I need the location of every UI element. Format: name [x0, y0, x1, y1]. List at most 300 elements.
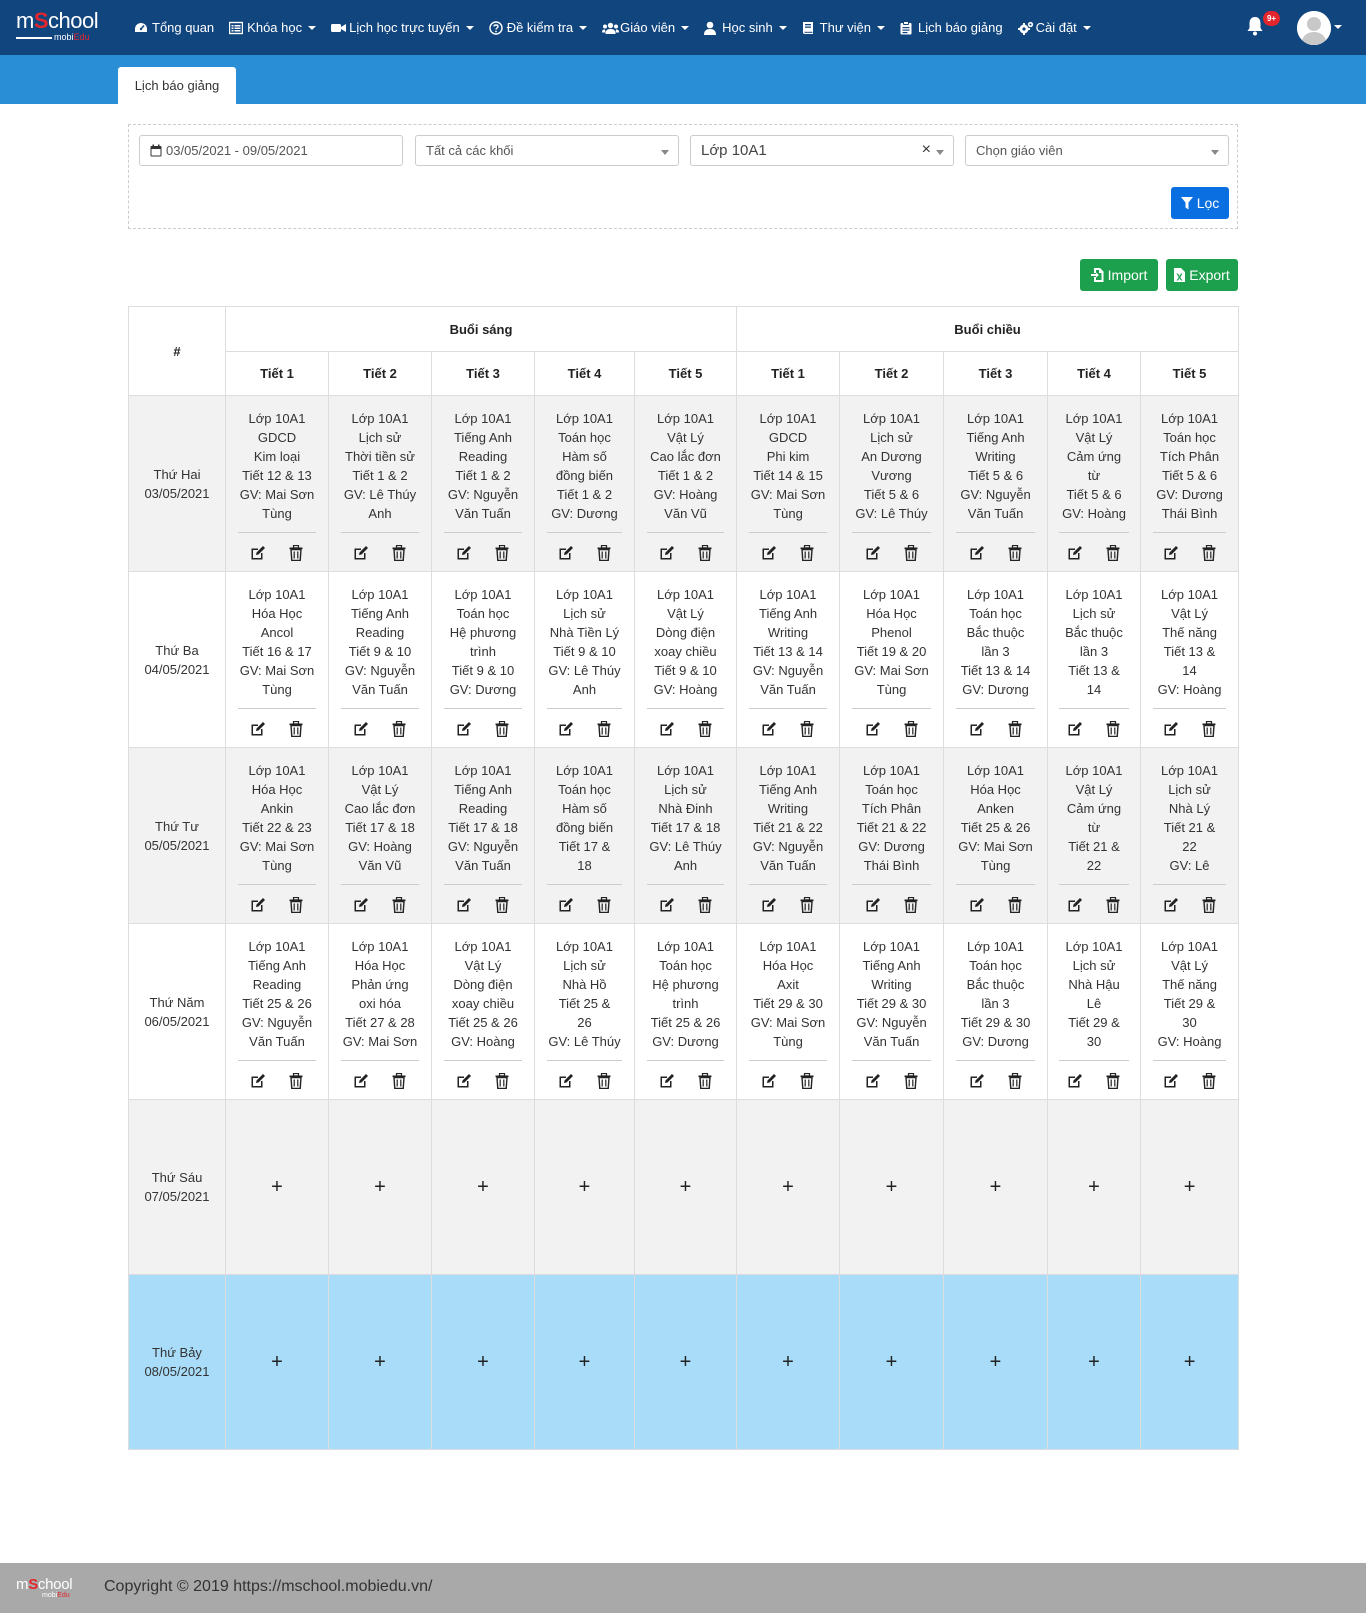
edit-icon[interactable] [456, 897, 472, 913]
lesson-cell[interactable] [944, 1100, 1048, 1275]
lesson-line: Writing [975, 449, 1016, 464]
lesson-line: Anken [977, 801, 1014, 816]
trash-icon[interactable] [391, 721, 407, 737]
lesson-line: Tiết 17 & 18 [345, 820, 415, 835]
edit-icon[interactable] [353, 721, 369, 737]
trash-icon[interactable] [903, 545, 919, 561]
cell-actions [558, 1073, 612, 1089]
add-lesson-icon[interactable]: + [578, 1175, 591, 1198]
lesson-cell[interactable] [226, 1100, 329, 1275]
lesson-line: Tiếng Anh [966, 430, 1025, 445]
lesson-line: Lớp 10A1 [248, 587, 306, 602]
period-header: Tiết 3 [432, 352, 535, 396]
lesson-line: Lớp 10A1 [1161, 939, 1219, 954]
add-lesson-icon[interactable]: + [374, 1350, 386, 1373]
edit-icon[interactable] [1163, 1073, 1179, 1089]
cell-actions [761, 545, 815, 561]
nav-item-6[interactable] [802, 0, 892, 55]
lesson-cell[interactable] [737, 1275, 840, 1450]
lesson-cell-content [1048, 924, 1140, 1099]
lesson-line: Lớp 10A1 [657, 587, 714, 602]
cell-divider [647, 532, 724, 533]
cell-actions [558, 721, 612, 737]
lesson-line: Reading [252, 977, 302, 992]
cell-divider [1153, 532, 1227, 533]
edit-icon[interactable] [761, 1073, 777, 1089]
trash-icon[interactable] [903, 721, 919, 737]
lesson-cell [535, 924, 635, 1100]
lesson-line: lần 3 [1079, 644, 1109, 659]
trash-icon[interactable] [1105, 545, 1121, 561]
lesson-text [747, 409, 830, 523]
cell-divider [238, 532, 316, 533]
edit-icon[interactable] [865, 545, 881, 561]
lesson-cell-content [329, 748, 431, 923]
lesson-line: Toán học [659, 958, 712, 973]
cell-divider [647, 884, 724, 885]
lesson-cell [1048, 748, 1141, 924]
lesson-cell [226, 396, 329, 572]
day-name: Thứ Sáu [151, 1170, 203, 1185]
lesson-line: Vật Lý [1171, 606, 1208, 621]
edit-icon[interactable] [659, 721, 675, 737]
nav-item-3[interactable] [489, 0, 594, 55]
lesson-line: GV: Mai Sơn [342, 1034, 418, 1049]
nav-item-label: Đề kiểm tra [506, 20, 574, 35]
filter-button[interactable] [1171, 187, 1229, 219]
add-lesson-icon[interactable]: + [1183, 1175, 1196, 1198]
trash-icon[interactable] [288, 897, 304, 913]
edit-icon[interactable] [353, 897, 369, 913]
lesson-cell[interactable] [1048, 1100, 1141, 1275]
add-lesson-icon[interactable]: + [885, 1350, 898, 1373]
cell-actions [865, 721, 919, 737]
cell-actions [659, 897, 713, 913]
edit-icon[interactable] [353, 545, 369, 561]
edit-icon[interactable] [761, 897, 777, 913]
cell-divider [444, 532, 522, 533]
lesson-line: Tiết 29 & [1068, 1015, 1120, 1030]
caret-down-icon [877, 26, 885, 30]
schedule-table [128, 306, 1239, 1450]
lesson-line: Tiết 12 & 13 [242, 468, 312, 483]
lesson-cell[interactable] [535, 1100, 635, 1275]
trash-icon[interactable] [903, 897, 919, 913]
lesson-cell-content [1141, 924, 1238, 1099]
user-avatar[interactable] [1297, 11, 1331, 45]
lesson-line: Tiếng Anh [758, 606, 818, 621]
cell-divider [1153, 1060, 1227, 1061]
add-lesson-icon[interactable]: + [1088, 1350, 1100, 1373]
trash-icon[interactable] [799, 545, 815, 561]
lesson-cell-content [535, 748, 634, 923]
edit-icon[interactable] [456, 721, 472, 737]
lesson-line: Tiết 27 & 28 [345, 1015, 415, 1030]
cell-divider [341, 884, 419, 885]
lesson-line: Tiết 25 & [558, 996, 611, 1011]
edit-icon[interactable] [456, 1073, 472, 1089]
cell-actions [865, 1073, 919, 1089]
nav-item-0[interactable] [134, 0, 221, 55]
day-cell [129, 1275, 226, 1450]
lesson-line: Writing [767, 801, 809, 816]
edit-icon[interactable] [558, 1073, 574, 1089]
edit-icon[interactable] [250, 545, 266, 561]
lesson-line: Văn Tuấn [352, 682, 408, 697]
trash-icon[interactable] [288, 545, 304, 561]
nav-item-7[interactable] [900, 0, 1010, 55]
lesson-cell[interactable] [840, 1100, 944, 1275]
lesson-line: Lịch sử [358, 430, 402, 445]
lesson-cell [329, 396, 432, 572]
lesson-cell[interactable] [1048, 1275, 1141, 1450]
lesson-text [444, 761, 522, 875]
nav-item-8[interactable] [1018, 0, 1098, 55]
lesson-text [552, 761, 617, 875]
lesson-cell[interactable] [329, 1100, 432, 1275]
clear-selection-icon[interactable]: × [921, 141, 931, 158]
cell-actions [1163, 897, 1217, 913]
trash-icon[interactable] [697, 1073, 713, 1089]
add-lesson-icon[interactable]: + [477, 1350, 489, 1373]
add-lesson-icon[interactable]: + [578, 1350, 591, 1373]
lesson-line: Tiết 25 & 26 [448, 1015, 518, 1030]
user-menu-caret-icon[interactable] [1334, 25, 1342, 29]
lesson-line: GV: Mai Sơn [239, 487, 315, 502]
footer-logo-wordmark: mSchool [16, 1576, 73, 1593]
lesson-cell [329, 572, 432, 748]
lesson-cell[interactable] [1141, 1100, 1239, 1275]
day-row [129, 924, 1239, 1100]
lesson-line: Toán học [1163, 430, 1216, 445]
lesson-line: Tiếng Anh [453, 782, 513, 797]
date-range-value: 03/05/2021 - 09/05/2021 [166, 143, 308, 158]
lesson-line: GV: Nguyễn [447, 839, 519, 854]
trash-icon[interactable] [288, 721, 304, 737]
lesson-line: Toán học [969, 958, 1022, 973]
edit-icon[interactable] [1067, 897, 1083, 913]
lesson-line: Lớp 10A1 [556, 587, 613, 602]
trash-icon[interactable] [1201, 897, 1217, 913]
day-name: Thứ Năm [149, 994, 205, 1010]
trash-icon[interactable] [1201, 721, 1217, 737]
lesson-line: Reading [355, 625, 405, 640]
day-cell [129, 572, 226, 748]
lesson-cell [944, 572, 1048, 748]
edit-icon[interactable] [456, 545, 472, 561]
trash-icon[interactable] [596, 721, 612, 737]
lesson-cell-content [1141, 748, 1238, 923]
lesson-text [1062, 761, 1127, 875]
trash-icon[interactable] [1007, 545, 1023, 561]
trash-icon[interactable] [799, 897, 815, 913]
lesson-line: 26 [577, 1015, 592, 1030]
filter-button-label: Lọc [1196, 195, 1220, 211]
edit-icon[interactable] [761, 721, 777, 737]
lesson-text [340, 409, 420, 523]
edit-icon[interactable] [969, 545, 985, 561]
lesson-line: Văn Tuấn [249, 1034, 305, 1049]
notification-badge: 9+ [1263, 11, 1280, 26]
day-cell [129, 1100, 226, 1275]
trash-icon[interactable] [494, 1073, 510, 1089]
edit-icon[interactable] [761, 545, 777, 561]
column-header-index: # [129, 307, 226, 396]
lesson-line: Phenol [871, 625, 912, 640]
lesson-line: GV: Hoàng [1157, 682, 1222, 697]
trash-icon[interactable] [903, 1073, 919, 1089]
lesson-line: GV: Hoàng [451, 1034, 515, 1049]
lesson-line: GV: Dương [449, 682, 517, 697]
add-lesson-icon[interactable]: + [271, 1350, 283, 1373]
trash-icon[interactable] [799, 721, 815, 737]
trash-icon[interactable] [1105, 897, 1121, 913]
lesson-cell[interactable] [329, 1275, 432, 1450]
lesson-cell[interactable] [535, 1275, 635, 1450]
lesson-cell [1141, 748, 1239, 924]
trash-icon[interactable] [494, 721, 510, 737]
lesson-cell[interactable] [944, 1275, 1048, 1450]
teacher-select[interactable] [965, 135, 1229, 166]
lesson-text [339, 937, 422, 1051]
lesson-line: Phản ứng [351, 977, 409, 992]
lesson-line: GV: Lê Thúy [343, 487, 417, 502]
add-lesson-icon[interactable]: + [989, 1350, 1002, 1373]
lesson-line: 18 [577, 858, 592, 873]
lesson-cell[interactable] [226, 1275, 329, 1450]
edit-icon[interactable] [1067, 721, 1083, 737]
nav-item-label: Lịch báo giảng [918, 20, 1003, 35]
lesson-cell [535, 572, 635, 748]
date-range-input[interactable] [139, 135, 403, 166]
edit-icon[interactable] [558, 721, 574, 737]
edit-icon[interactable] [865, 721, 881, 737]
lesson-cell-content [226, 572, 328, 747]
edit-icon[interactable] [353, 1073, 369, 1089]
edit-icon[interactable] [659, 897, 675, 913]
tab-band [0, 55, 1366, 104]
add-lesson-icon[interactable]: + [374, 1175, 386, 1198]
nav-item-4[interactable] [602, 0, 696, 55]
lesson-line: GDCD [768, 430, 808, 445]
cell-actions [250, 897, 304, 913]
lesson-line: Nhà Lý [1168, 801, 1211, 816]
edit-icon[interactable] [1067, 1073, 1083, 1089]
lesson-line: từ [1087, 468, 1101, 483]
lesson-line: Vật Lý [1171, 958, 1208, 973]
day-row [129, 1100, 1239, 1275]
export-button[interactable] [1166, 259, 1238, 291]
lesson-line: Lớp 10A1 [351, 763, 409, 778]
edit-icon[interactable] [1163, 721, 1179, 737]
lesson-cell-content [737, 748, 839, 923]
period-header: Tiết 2 [329, 352, 432, 396]
lesson-line: Cao lắc đơn [650, 449, 721, 464]
cell-actions [1163, 721, 1217, 737]
lesson-text [341, 761, 420, 875]
edit-icon[interactable] [250, 897, 266, 913]
lesson-text [851, 409, 931, 523]
lesson-line: Lớp 10A1 [351, 411, 409, 426]
lesson-line: Tiết 1 & 2 [556, 487, 613, 502]
trash-icon[interactable] [391, 1073, 407, 1089]
trash-icon[interactable] [697, 721, 713, 737]
add-lesson-icon[interactable]: + [679, 1350, 692, 1373]
trash-icon[interactable] [697, 897, 713, 913]
lesson-line: Tùng [262, 858, 292, 873]
lesson-line: Lớp 10A1 [1161, 587, 1219, 602]
lesson-line: GV: Nguyễn [856, 1015, 927, 1030]
lesson-line: GV: Mai Sơn [854, 663, 929, 678]
lesson-line: Thái Bình [1161, 506, 1218, 521]
lesson-line: Lớp 10A1 [967, 763, 1024, 778]
lesson-line: Tiết 5 & 6 [1066, 487, 1122, 502]
add-lesson-icon[interactable]: + [477, 1175, 489, 1198]
add-lesson-icon[interactable]: + [271, 1175, 283, 1198]
lesson-line: Tiết 9 & 10 [348, 644, 412, 659]
chevron-down-icon [661, 150, 669, 155]
lesson-line: Lớp 10A1 [759, 763, 817, 778]
trash-icon[interactable] [1105, 721, 1121, 737]
add-lesson-icon[interactable]: + [1183, 1350, 1196, 1373]
lesson-cell[interactable] [737, 1100, 840, 1275]
lesson-line: GV: Dương [962, 1034, 1029, 1049]
lesson-text [747, 937, 830, 1051]
edit-icon[interactable] [250, 721, 266, 737]
trash-icon[interactable] [1007, 1073, 1023, 1089]
day-date: 07/05/2021 [144, 1189, 210, 1204]
lesson-line: Tùng [980, 858, 1011, 873]
edit-icon[interactable] [659, 545, 675, 561]
lesson-line: 14 [1182, 663, 1197, 678]
cell-divider [956, 1060, 1034, 1061]
edit-icon[interactable] [865, 1073, 881, 1089]
trash-icon[interactable] [1201, 545, 1217, 561]
class-select[interactable] [690, 135, 954, 166]
add-lesson-icon[interactable]: + [1088, 1175, 1100, 1198]
edit-icon[interactable] [969, 1073, 985, 1089]
lesson-cell[interactable] [840, 1275, 944, 1450]
trash-icon[interactable] [288, 1073, 304, 1089]
day-date: 04/05/2021 [144, 661, 210, 677]
lesson-line: Writing [767, 625, 809, 640]
lesson-line: GV: Lê [1169, 858, 1210, 873]
lesson-cell[interactable] [432, 1275, 535, 1450]
edit-icon[interactable] [1067, 545, 1083, 561]
lesson-line: Tiết 9 & 10 [553, 644, 616, 659]
chevron-down-icon [936, 150, 944, 155]
trash-icon[interactable] [1105, 1073, 1121, 1089]
add-lesson-icon[interactable]: + [885, 1175, 898, 1198]
trash-icon[interactable] [391, 545, 407, 561]
lesson-line: An Dương [861, 449, 922, 464]
trash-icon[interactable] [391, 897, 407, 913]
lesson-cell[interactable] [635, 1100, 737, 1275]
lesson-text [853, 761, 931, 875]
trash-icon[interactable] [1201, 1073, 1217, 1089]
lesson-line: Lớp 10A1 [863, 763, 920, 778]
cell-actions [1067, 1073, 1121, 1089]
trash-icon[interactable] [494, 545, 510, 561]
trash-icon[interactable] [596, 1073, 612, 1089]
lesson-line: Lớp 10A1 [351, 587, 409, 602]
lesson-line: Nhà Tiền Lý [549, 625, 620, 640]
cell-actions [969, 1073, 1023, 1089]
lesson-cell [535, 396, 635, 572]
add-lesson-icon[interactable]: + [782, 1350, 794, 1373]
edit-icon[interactable] [969, 721, 985, 737]
tab-lich-bao-giang[interactable]: Lịch báo giảng [118, 67, 236, 104]
edit-icon[interactable] [250, 1073, 266, 1089]
grade-select-value: Tất cả các khối [426, 143, 514, 158]
trash-icon[interactable] [697, 545, 713, 561]
edit-icon[interactable] [659, 1073, 675, 1089]
nav-item-5[interactable] [704, 0, 794, 55]
lesson-line: Vật Lý [1075, 782, 1113, 797]
lesson-line: Lịch sử [1072, 606, 1116, 621]
lesson-line: Tiết 29 & [1163, 996, 1216, 1011]
add-lesson-icon[interactable]: + [679, 1175, 692, 1198]
edit-icon[interactable] [865, 897, 881, 913]
lesson-cell[interactable] [432, 1100, 535, 1275]
grade-select[interactable] [415, 135, 679, 166]
lesson-line: Thế năng [1162, 625, 1217, 640]
edit-icon[interactable] [558, 897, 574, 913]
edit-icon[interactable] [558, 545, 574, 561]
day-date: 05/05/2021 [144, 837, 210, 853]
lesson-line: Lịch sử [563, 606, 606, 621]
trash-icon[interactable] [1007, 897, 1023, 913]
trash-icon[interactable] [799, 1073, 815, 1089]
nav-item-2[interactable] [331, 0, 481, 55]
period-header: Tiết 4 [1048, 352, 1141, 396]
nav-item-1[interactable] [229, 0, 323, 55]
lesson-line: Anh [368, 506, 392, 521]
lesson-cell[interactable] [635, 1275, 737, 1450]
lesson-text [1154, 937, 1226, 1051]
add-lesson-icon[interactable]: + [989, 1175, 1002, 1198]
notification-bell-icon[interactable] [1246, 16, 1264, 36]
lesson-line: Tiết 21 & 22 [753, 820, 823, 835]
lesson-cell[interactable] [1141, 1275, 1239, 1450]
edit-icon[interactable] [1163, 545, 1179, 561]
lesson-text [444, 937, 522, 1051]
import-button[interactable] [1080, 259, 1158, 291]
lesson-line: Lớp 10A1 [759, 411, 817, 426]
cell-divider [956, 532, 1034, 533]
mschool-logo[interactable] [16, 10, 112, 44]
add-lesson-icon[interactable]: + [782, 1175, 794, 1198]
lesson-line: Toán học [558, 782, 611, 797]
edit-icon[interactable] [969, 897, 985, 913]
trash-icon[interactable] [494, 897, 510, 913]
lesson-line: Lớp 10A1 [967, 587, 1024, 602]
lesson-line: Tiếng Anh [247, 958, 307, 973]
trash-icon[interactable] [596, 545, 612, 561]
trash-icon[interactable] [596, 897, 612, 913]
lesson-line: GV: Lê Thúy [855, 506, 928, 521]
lesson-line: Hóa Học [251, 606, 303, 621]
trash-icon[interactable] [1007, 721, 1023, 737]
lesson-line: GV: Dương [1156, 487, 1223, 502]
day-name: Thứ Bảy [152, 1345, 202, 1360]
lesson-text [749, 585, 827, 699]
edit-icon[interactable] [1163, 897, 1179, 913]
cell-divider [341, 1060, 419, 1061]
session-header-morning: Buổi sáng [226, 307, 737, 352]
lesson-cell-content [635, 396, 736, 571]
lesson-line: Tiếng Anh [453, 430, 513, 445]
